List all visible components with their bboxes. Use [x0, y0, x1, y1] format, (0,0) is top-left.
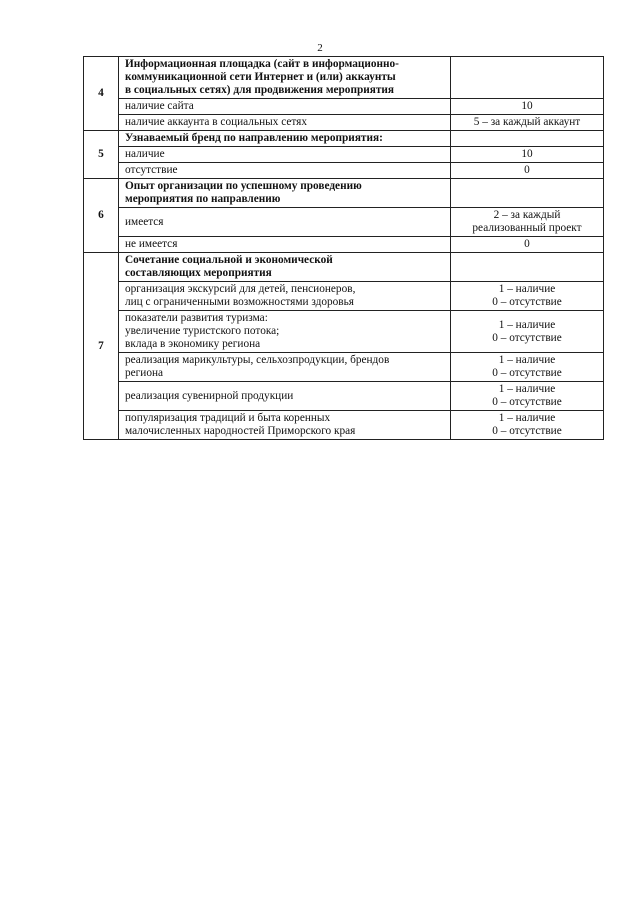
criterion-label: [119, 237, 451, 253]
text-line: 0: [524, 238, 530, 250]
text-line: 0 – отсутствие: [492, 396, 562, 408]
criterion-label: [119, 311, 451, 353]
criterion-score: [451, 353, 604, 382]
criterion-row: [84, 311, 604, 353]
text-line: 0: [524, 164, 530, 176]
section-value-empty: [451, 131, 604, 147]
section-header-row: [84, 57, 604, 99]
criterion-label: [119, 411, 451, 440]
text-line: отсутствие: [125, 164, 178, 176]
text-line: 0 – отсутствие: [492, 425, 562, 437]
text-line: реализованный проект: [472, 222, 582, 234]
criterion-row: [84, 147, 604, 163]
criterion-row: [84, 208, 604, 237]
section-number: 4: [84, 57, 119, 131]
criterion-score: [451, 163, 604, 179]
text-line: 0 – отсутствие: [492, 331, 562, 344]
text-line: популяризация традиций и быта коренных: [125, 412, 331, 424]
text-line: 0 – отсутствие: [492, 367, 562, 379]
criterion-label: [119, 382, 451, 411]
criterion-label: [119, 147, 451, 163]
text-line: увеличение туристского потока;: [125, 325, 280, 337]
criterion-label: [119, 115, 451, 131]
criterion-label: [119, 208, 451, 237]
criterion-score: [451, 411, 604, 440]
text-line: не имеется: [125, 238, 178, 250]
criterion-row: [84, 411, 604, 440]
criterion-row: [84, 353, 604, 382]
section-title: [119, 179, 451, 208]
criterion-label: [119, 353, 451, 382]
text-line: Узнаваемый бренд по направлению мероприятия:: [125, 132, 383, 144]
page-number: 2: [317, 42, 323, 54]
text-line: Сочетание социальной и экономической: [125, 254, 333, 266]
criterion-score: [451, 115, 604, 131]
text-line: вклада в экономику региона: [125, 338, 261, 350]
text-line: 1 – наличие: [498, 354, 556, 366]
section-value-empty: [451, 253, 604, 282]
text-line: коммуникационной сети Интернет и (или) аккаунты: [125, 71, 396, 83]
text-line: реализация марикультуры, сельхозпродукции, брендов: [125, 354, 390, 366]
criterion-label: [119, 163, 451, 179]
text-line: 10: [521, 100, 533, 112]
text-line: 1 – наличие: [498, 412, 556, 424]
criterion-row: [84, 282, 604, 311]
criterion-score: [451, 382, 604, 411]
criterion-row: [84, 237, 604, 253]
text-line: лиц с ограниченными возможностями здоровья: [125, 296, 354, 308]
text-line: составляющих мероприятия: [125, 267, 272, 279]
section-header-row: [84, 253, 604, 282]
section-title: [119, 57, 451, 99]
text-line: малочисленных народностей Приморского края: [125, 425, 356, 437]
text-line: имеется: [125, 215, 164, 228]
section-number: 6: [84, 179, 119, 253]
section-number: 7: [84, 253, 119, 440]
criterion-score: [451, 99, 604, 115]
text-line: наличие аккаунта в социальных сетях: [125, 116, 307, 128]
text-line: показатели развития туризма:: [125, 312, 268, 324]
section-value-empty: [451, 179, 604, 208]
text-line: 5 – за каждый аккаунт: [473, 116, 581, 128]
criteria-table: [83, 56, 604, 440]
text-line: реализация сувенирной продукции: [125, 389, 294, 402]
text-line: 1 – наличие: [498, 318, 556, 331]
text-line: наличие: [125, 148, 165, 160]
criterion-score: [451, 147, 604, 163]
section-number: 5: [84, 131, 119, 179]
text-line: Опыт организации по успешному проведению: [125, 180, 362, 192]
criterion-row: [84, 115, 604, 131]
text-line: наличие сайта: [125, 100, 194, 112]
text-line: 10: [521, 148, 533, 160]
text-line: региона: [125, 367, 164, 379]
criterion-score: [451, 208, 604, 237]
text-line: в социальных сетях) для продвижения мероприятия: [125, 84, 395, 96]
section-header-row: [84, 131, 604, 147]
text-line: 1 – наличие: [498, 383, 556, 395]
section-value-empty: [451, 57, 604, 99]
criterion-score: [451, 237, 604, 253]
criterion-score: [451, 311, 604, 353]
criterion-score: [451, 282, 604, 311]
criterion-row: [84, 163, 604, 179]
text-line: 0 – отсутствие: [492, 296, 562, 308]
text-line: 1 – наличие: [498, 283, 556, 295]
criterion-row: [84, 99, 604, 115]
section-header-row: [84, 179, 604, 208]
criteria-table-body: [84, 57, 604, 440]
text-line: мероприятия по направлению: [125, 193, 281, 205]
text-line: Информационная площадка (сайт в информационно-: [125, 58, 399, 70]
criterion-label: [119, 282, 451, 311]
section-title: [119, 131, 451, 147]
section-title: [119, 253, 451, 282]
text-line: организация экскурсий для детей, пенсионеров,: [125, 283, 356, 295]
criterion-label: [119, 99, 451, 115]
text-line: 2 – за каждый: [493, 209, 561, 221]
criterion-row: [84, 382, 604, 411]
